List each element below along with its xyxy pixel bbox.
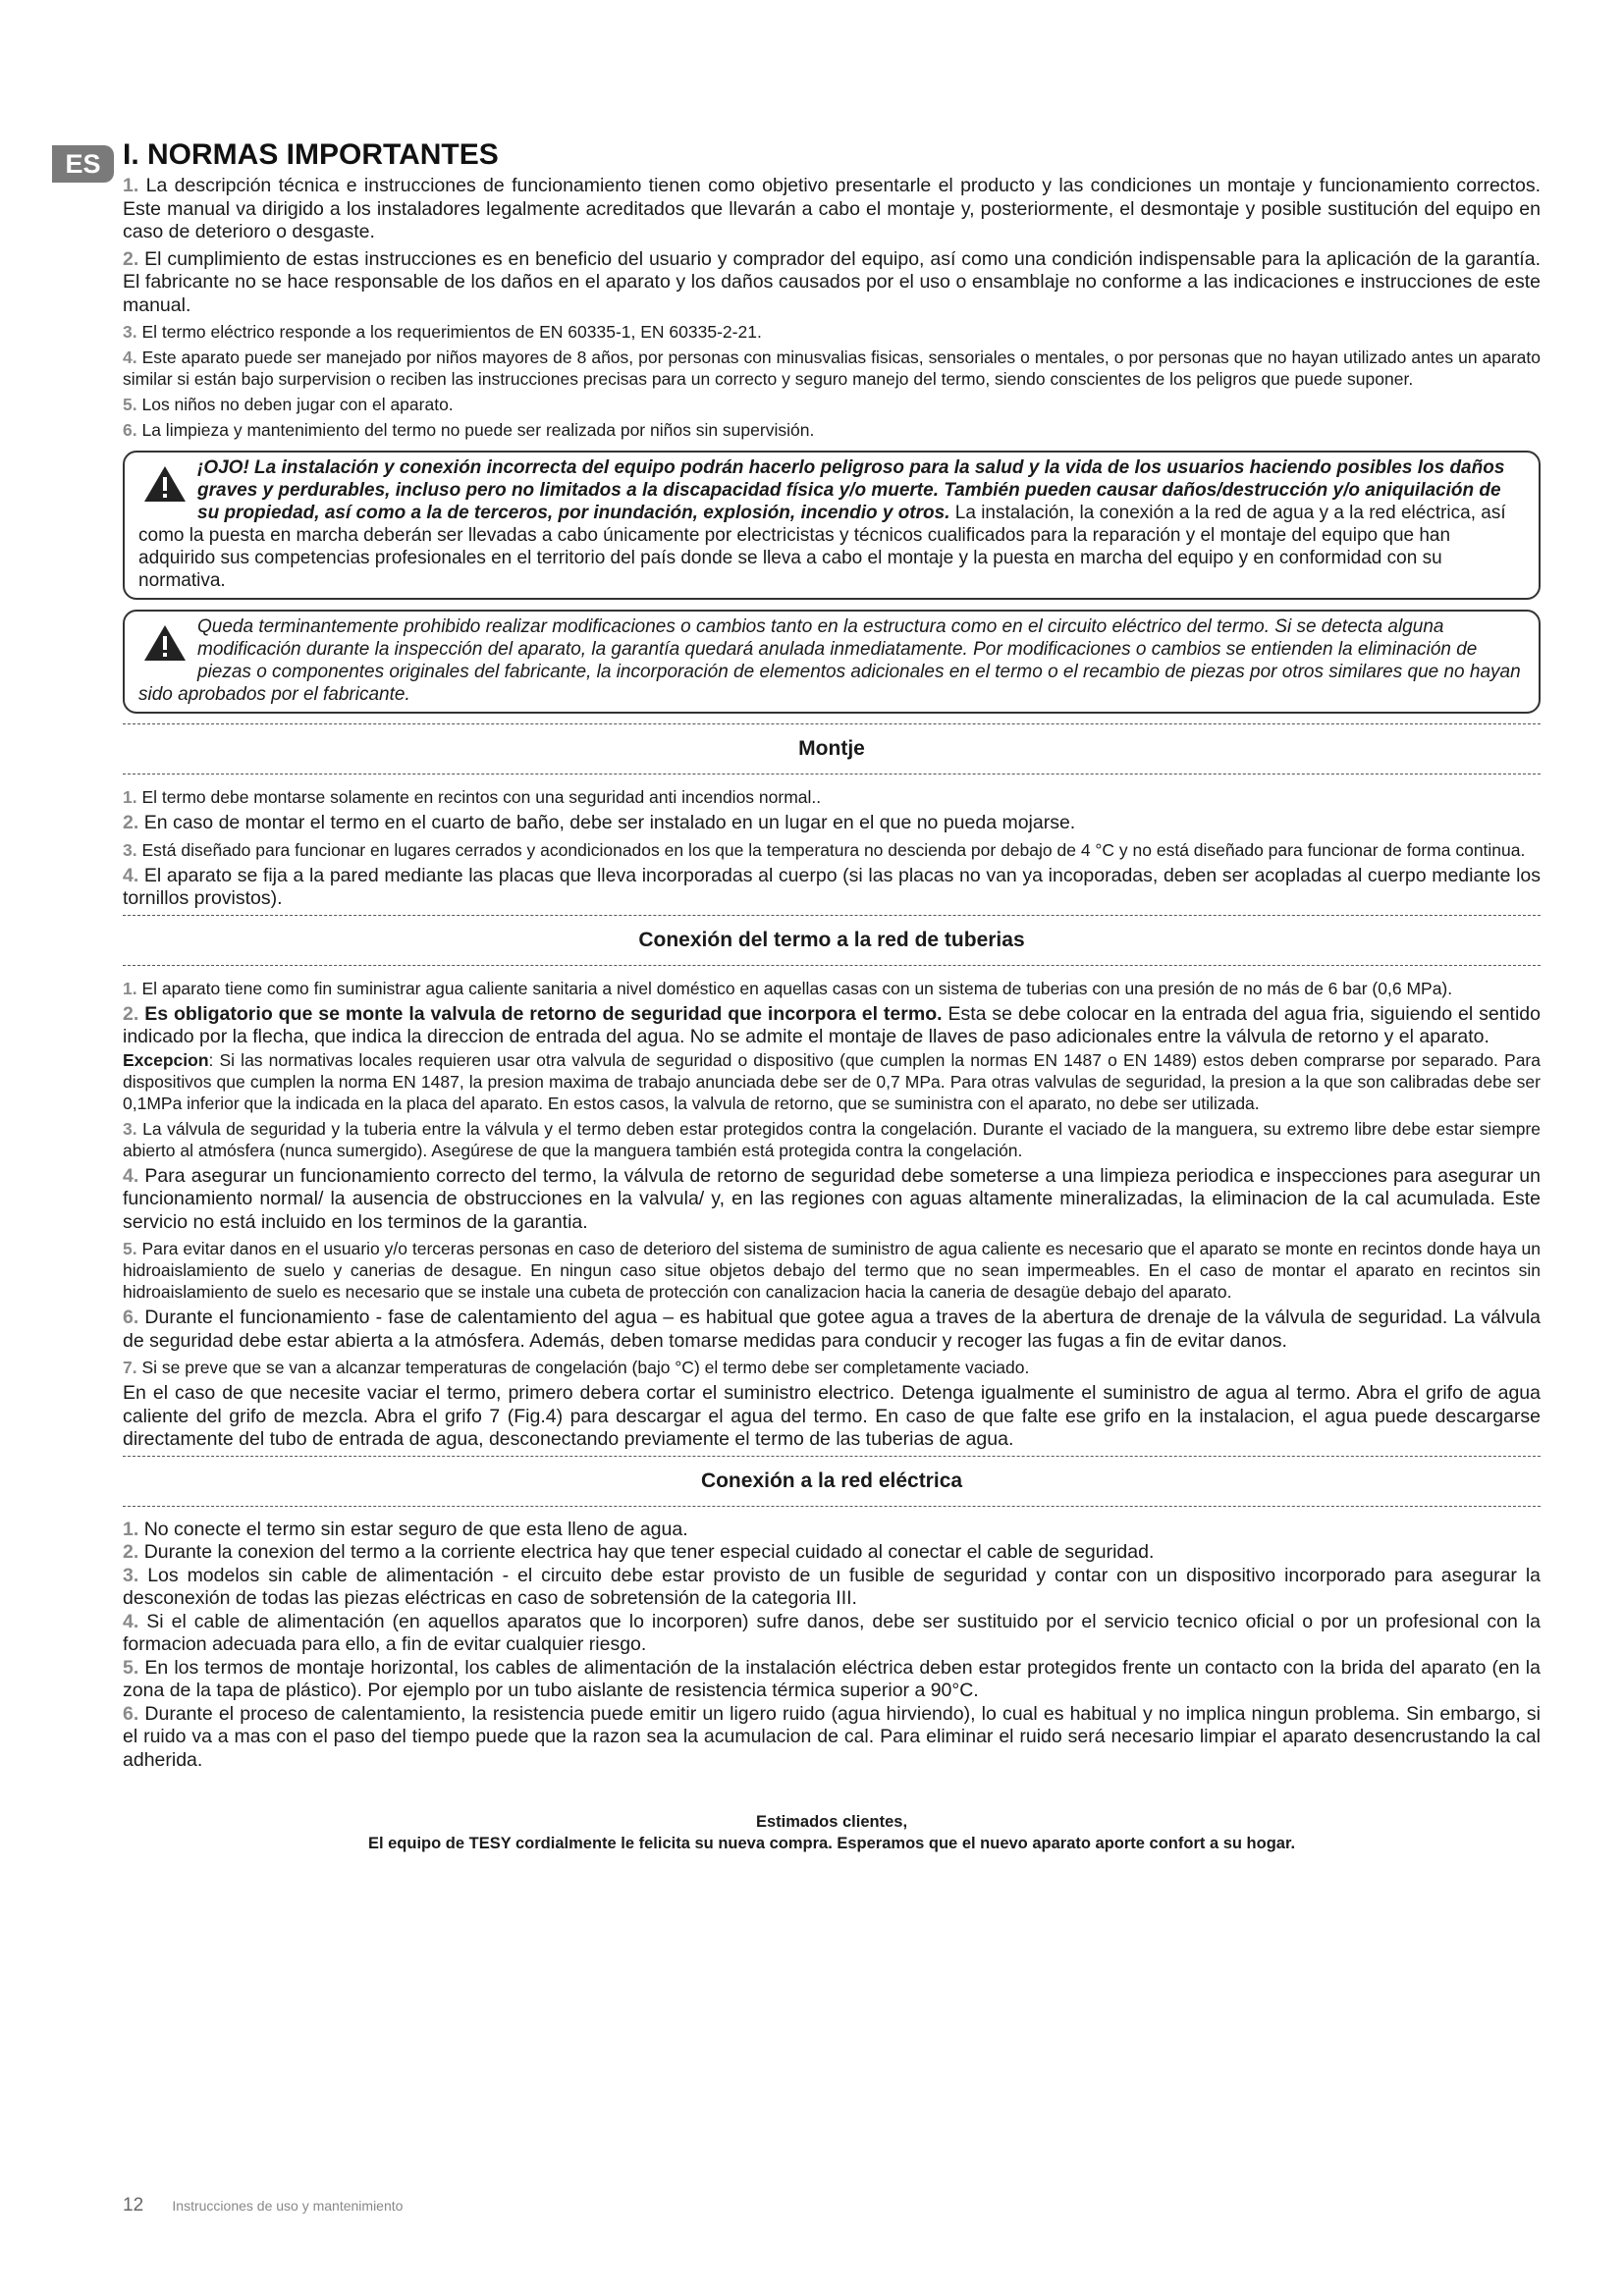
tuberias-item: [123, 1118, 1541, 1161]
rule-text: El termo eléctrico responde a los requerimientos de EN 60335-1, EN 60335-2-21.: [141, 322, 762, 342]
closing-text: El equipo de TESY cordialmente le felicita su nueva compra. Esperamos que el nuevo aparato aporte confort a su hogar.: [367, 1835, 1296, 1852]
warning-text: Queda terminantemente prohibido realizar modificaciones o cambios tanto en la estructura como en el circuito eléctrico del termo. Si se detecta alguna modificación durante la inspección del aparato, la garantía quedará anulada inmediatamente. Por modificaciones o cambios se entienden la eliminación de piezas o componentes originales del fabricante, la incorporación de elementos adicionales en el termo o el recambio de piezas por otros similares que no hayan sido aprobados por el fabricante.: [138, 616, 1521, 705]
tuberias-item: [123, 1238, 1541, 1303]
electrica-item: [123, 1611, 1541, 1657]
rule-text: Los niños no deben jugar con el aparato.: [141, 395, 454, 414]
item-text: Los modelos sin cable de alimentación - el circuito debe estar provisto de un fusible de seguridad y contar con un dispositivo incorporado para asegurar la desconexión de todas las piezas eléctricas en caso de sobretensión de la categoria III.: [123, 1564, 1542, 1609]
montaje-item: [123, 839, 1541, 861]
tuberias-item: [123, 1307, 1541, 1353]
item-number: 1.: [123, 1518, 139, 1540]
rule-6: [123, 419, 1541, 441]
electrica-item: [123, 1657, 1541, 1703]
subsection-title-tuberias: Conexión del termo a la red de tuberias: [638, 928, 1025, 951]
tuberias-final-paragraph: En el caso de que necesite vaciar el termo, primero debera cortar el suministro electrico. Detenga igualmente el suministro de agua al termo. Abra el grifo de agua caliente del grifo de mezcla. Abra el grifo 7 (Fig.4) para descargar el agua del termo. En caso de que falte ese grifo en la instalacion, el agua puede descargarse directamente del tubo de entrada de agua, desconectando previamente el termo de las tuberias de agua.: [123, 1382, 1541, 1450]
rule-2: [123, 248, 1541, 318]
warning-body: La instalación, la conexión a la red de agua y a la red eléctrica, así como la puesta en marcha deberán ser llevadas a cabo únicamente por electricistas y técnicos cualificados para la reparación y el montaje del equipo que han adquirido sus competencias profesionales en el territorio del país donde se lleva a cabo el montaje y la puesta en marcha del equipo y en conformidad con su normativa.: [138, 503, 1506, 591]
item-number: 7.: [123, 1358, 137, 1377]
rule-1: [123, 175, 1541, 244]
rule-number: 6.: [123, 420, 137, 440]
rule-number: 1.: [123, 175, 139, 196]
montaje-item: [123, 786, 1541, 808]
item-number: 2.: [123, 1541, 139, 1563]
item-text: Durante el proceso de calentamiento, la resistencia puede emitir un ligero ruido (agua hirviendo), lo cual es habitual y no implica ningun problema. Sin embargo, si el ruido va a mas con el paso del tiempo puede que la razon sea la acumulacion de cal. Para eliminar el ruido será necesario limpiar el aparato desencrustando la cal adherida.: [123, 1702, 1541, 1771]
rule-number: 4.: [123, 347, 137, 367]
montaje-item: [123, 812, 1541, 835]
tuberias-item: [123, 1165, 1541, 1235]
warning-icon: [142, 623, 188, 663]
montaje-item: [123, 865, 1541, 911]
item-text: Está diseñado para funcionar en lugares cerrados y acondicionados en los que la temperatura no descienda por debajo de 4 °C y no está diseñado para funcionar de forma continua.: [141, 839, 1526, 860]
tuberias-item: [123, 1357, 1541, 1378]
item-text: En los termos de montaje horizontal, los cables de alimentación de la instalación eléctrica deben estar protegidos frente un contacto con la brida del aparato (en la zona de la tapa de plástico). Por ejemplo por un tubo aislante de resistencia térmica superior a 90°C.: [123, 1656, 1541, 1701]
item-bold-text: Es obligatorio que se monte la valvula de retorno de seguridad que incorpora el termo.: [144, 1002, 943, 1025]
rule-number: 3.: [123, 322, 137, 342]
tuberias-item: [123, 1003, 1541, 1049]
warning-icon: [142, 464, 188, 504]
rule-number: 5.: [123, 395, 137, 414]
item-text: El termo debe montarse solamente en recintos con una seguridad anti incendios normal..: [141, 787, 822, 807]
language-tab: ES: [52, 145, 114, 183]
warning-box-installation: [123, 451, 1541, 600]
item-text: Durante el funcionamiento - fase de calentamiento del agua – es habitual que gotee agua a traves de la abertura de drenaje de la válvula de seguridad. La válvula de seguridad debe estar abierta a la atmósfera. Además, deben tomarse medidas para conducir y recoger las fugas a fin de evitar danos.: [123, 1307, 1541, 1352]
item-number: 4.: [123, 1164, 139, 1187]
divider: [123, 1506, 1541, 1507]
document-body: [123, 137, 1541, 1854]
item-number: 3.: [123, 1564, 139, 1586]
item-number: 5.: [123, 1656, 139, 1679]
item-text: Para evitar danos en el usuario y/o terceras personas en caso de deterioro del sistema de suministro de agua caliente es necesario que el aparato se monte en recintos donde haya un hidroaislamiento de suelo y canerias de desague. En ningun caso situe objetos debajo del termo que no sean impermeables. En el caso de montar el aparato en recintos sin hidroaislamiento de suelo es necesario que se instale una cubeta de protección con canalizacion hacia la caneria de desagüe debajo del aparato.: [123, 1239, 1541, 1302]
divider: [123, 965, 1541, 966]
rule-5: [123, 394, 1541, 415]
item-number: 1.: [123, 978, 137, 998]
rule-text: Este aparato puede ser manejado por niños mayores de 8 años, por personas con minusvalias fisicas, sensoriales o mentales, o por personas que no hayan utilizado antes un aparato similar si están bajo surpervision o reciben las instrucciones precisas para un correcto y seguro manejo del termo, siendo conscientes de los peligros que puede suponer.: [123, 347, 1541, 389]
item-text: Durante la conexion del termo a la corriente electrica hay que tener especial cuidado al conectar el cable de seguridad.: [143, 1541, 1155, 1563]
item-text: Si el cable de alimentación (en aquellos aparatos que lo incorporen) sufre danos, debe ser sustituido por el servicio tecnico oficial o por un profesional con la formacion adecuada para ello, a fin de evitar cualquier riesgo.: [123, 1610, 1541, 1655]
item-number: 1.: [123, 787, 137, 807]
item-text: Esta se debe colocar en la entrada del agua fria, siguiendo el sentido indicado por la flecha, que indica la direccion de entrada del agua. No se admite el montaje de llaves de paso adicionales entre la válvula de retorno y el aparato.: [123, 1002, 1541, 1047]
section-title: I. NORMAS IMPORTANTES: [123, 138, 499, 171]
item-text: Para asegurar un funcionamiento correcto del termo, la válvula de retorno de seguridad debe someterse a una limpieza periodica e inspecciones para asegurar un funcionamiento normal/ la ausencia de obstrucciones en la valvula/ y, en las regiones con aguas altamente mineralizadas, la eliminacion de la cal acumulada. Este servicio no está incluido en los terminos de la garantia.: [123, 1164, 1541, 1233]
item-number: 4.: [123, 864, 139, 886]
rule-3: [123, 321, 1541, 343]
item-text: En caso de montar el termo en el cuarto de baño, debe ser instalado en un lugar en el que no pueda mojarse.: [143, 812, 1076, 833]
rule-text: La descripción técnica e instrucciones de funcionamiento tienen como objetivo presentarle el producto y las condiciones un montaje y funcionamiento correctos. Este manual va dirigido a los instaladores legalmente acreditados que llevarán a cabo el montaje y, posteriormente, el desmontaje y posible sustitución del equipo en caso de deterioro o desgaste.: [123, 175, 1541, 242]
electrica-item: [123, 1565, 1541, 1611]
item-number: 2.: [123, 812, 139, 833]
item-number: 3.: [123, 1118, 137, 1139]
rule-text: El cumplimiento de estas instrucciones es en beneficio del usuario y comprador del equipo, así como una condición indispensable para la aplicación de la garantía. El fabricante no se hace responsable de los daños en el aparato y los daños causados por el uso o ensamblaje no conforme a las indicaciones e instrucciones de este manual.: [123, 247, 1541, 316]
item-text: Si se preve que se van a alcanzar temperaturas de congelación (bajo °C) el termo debe ser completamente vaciado.: [141, 1358, 1030, 1377]
excepcion-note: [123, 1049, 1541, 1114]
item-text: El aparato se fija a la pared mediante las placas que lleva incorporadas al cuerpo (si las placas no van ya incoporadas, deben ser acopladas al cuerpo mediante los tornillos provistos).: [123, 864, 1541, 909]
item-text: El aparato tiene como fin suministrar agua caliente sanitaria a nivel doméstico en aquellas casas con un sistema de tuberias con una presión de no más de 6 bar (0,6 MPa).: [141, 978, 1453, 998]
item-number: 6.: [123, 1702, 139, 1725]
item-number: 5.: [123, 1239, 137, 1258]
item-number: 2.: [123, 1002, 139, 1025]
footer-text: Instrucciones de uso y mantenimiento: [172, 2198, 404, 2214]
tuberias-item: [123, 978, 1541, 999]
rule-4: [123, 347, 1541, 390]
electrica-item: [123, 1519, 1541, 1542]
electrica-item: [123, 1703, 1541, 1773]
warning-box-modifications: [123, 610, 1541, 714]
page-footer: [123, 2195, 403, 2216]
page-number: 12: [123, 2195, 144, 2216]
excepcion-text: : Si las normativas locales requieren usar otra valvula de seguridad o dispositivo (que cumplen la normas EN 1487 o EN 1489) estos deben comprarse por separado. Para dispositivos que cumplen la norma EN 1487, la presion maxima de trabajo anunciada debe ser de 0,7 MPa. Para otras valvulas de seguridad, la presion a la que son calibradas debe ser 0,1MPa inferior que la indicada en la placa del aparato. En estos casos, la valvula de retorno, que se suministra con el aparato, no debe ser utilizada.: [123, 1049, 1541, 1113]
excepcion-label: Excepcion: [123, 1049, 209, 1070]
electrica-item: [123, 1541, 1541, 1565]
warning-lead: ¡OJO! La instalación y conexión incorrecta del equipo podrán hacerlo peligroso para la salud y la vida de los usuarios haciendo posibles los daños graves y perdurables, incluso pero no limitados a la discapacidad física y/o muerte. También pueden causar daños/destrucción y/o aniquilación de su propiedad, así como a la de terceros, por inundación, explosión, incendio y otros.: [197, 457, 1505, 523]
item-text: No conecte el termo sin estar seguro de que esta lleno de agua.: [143, 1518, 688, 1540]
subsection-title-electrica: Conexión a la red eléctrica: [700, 1468, 963, 1492]
rule-number: 2.: [123, 247, 139, 270]
item-number: 4.: [123, 1610, 139, 1632]
item-text: La válvula de seguridad y la tuberia entre la válvula y el termo deben estar protegidos contra la congelación. Durante el vaciado de la manguera, su extremo libre debe estar siempre abierto al atmósfera (nunca sumergido). Asegúrese de que la manguera también está protegida contra la congelación.: [123, 1118, 1541, 1160]
rule-text: La limpieza y mantenimiento del termo no puede ser realizada por niños sin supervisión.: [141, 420, 815, 440]
closing-greeting: Estimados clientes,: [755, 1813, 908, 1831]
closing-message: [123, 1811, 1541, 1854]
subsection-title-montaje: Montje: [798, 737, 865, 760]
item-number: 3.: [123, 839, 137, 860]
item-number: 6.: [123, 1307, 139, 1328]
